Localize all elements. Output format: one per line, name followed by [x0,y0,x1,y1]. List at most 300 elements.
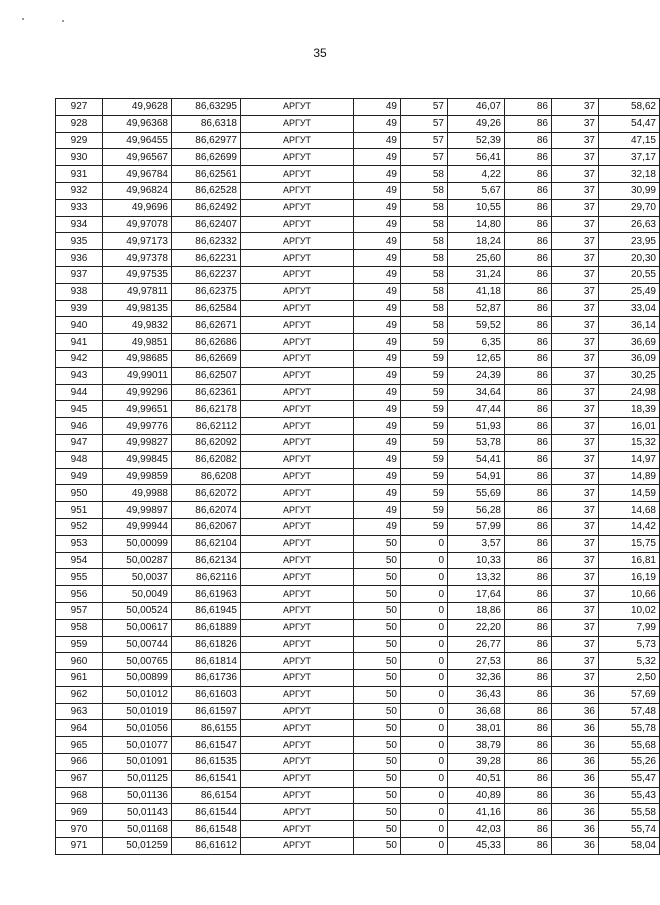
table-row [56,468,660,485]
table-cell: 86,62092 [172,434,241,451]
table-cell: 936 [56,250,103,267]
table-cell: 86,61814 [172,653,241,670]
table-row [56,115,660,132]
table-cell: 49,9851 [103,334,172,351]
table-cell: АРГУТ [241,434,354,451]
table-cell: 945 [56,401,103,418]
table-cell: 58,62 [599,99,660,116]
table-cell: 40,89 [448,787,505,804]
table-cell: 58 [401,182,448,199]
table-row [56,99,660,116]
table-cell: 939 [56,300,103,317]
table-cell: 86 [505,804,552,821]
table-cell: 86,6154 [172,787,241,804]
table-cell: 55,69 [448,485,505,502]
table-cell: АРГУТ [241,451,354,468]
table-cell: 29,70 [599,199,660,216]
table-cell: 86 [505,770,552,787]
table-cell: 14,97 [599,451,660,468]
table-cell: 33,04 [599,300,660,317]
table-cell: 55,78 [599,720,660,737]
table-cell: 50 [354,770,401,787]
table-cell: 49 [354,132,401,149]
table-cell: 50,0037 [103,569,172,586]
table-cell: 967 [56,770,103,787]
table-cell: 86,62686 [172,334,241,351]
table-cell: 31,24 [448,266,505,283]
table-cell: 37 [552,619,599,636]
table-cell: 59 [401,418,448,435]
table-cell: 13,32 [448,569,505,586]
table-row [56,350,660,367]
table-cell: 86,62528 [172,182,241,199]
table-cell: 0 [401,619,448,636]
table-cell: 86 [505,166,552,183]
table-cell: АРГУТ [241,132,354,149]
table-cell: 0 [401,804,448,821]
table-cell: 37 [552,569,599,586]
table-cell: 58 [401,283,448,300]
table-cell: 16,81 [599,552,660,569]
table-cell: 50,01136 [103,787,172,804]
table-cell: 59 [401,451,448,468]
table-cell: 49 [354,502,401,519]
table-cell: 955 [56,569,103,586]
table-cell: 52,39 [448,132,505,149]
table-cell: 50 [354,720,401,737]
table-cell: 7,99 [599,619,660,636]
table-cell: 86 [505,569,552,586]
table-cell: 49 [354,334,401,351]
table-cell: 49 [354,434,401,451]
table-cell: 50 [354,619,401,636]
table-cell: 36 [552,770,599,787]
table-cell: АРГУТ [241,199,354,216]
table-cell: 86 [505,451,552,468]
table-cell: 86,62375 [172,283,241,300]
table-cell: 86,62231 [172,250,241,267]
table-cell: 49 [354,166,401,183]
table-cell: 86 [505,418,552,435]
table-cell: 949 [56,468,103,485]
table-cell: 50,0049 [103,586,172,603]
table-cell: 86,61603 [172,686,241,703]
table-cell: 14,59 [599,485,660,502]
table-cell: 50,00524 [103,602,172,619]
table-cell: 37 [552,216,599,233]
table-cell: 49,99776 [103,418,172,435]
table-cell: 27,53 [448,653,505,670]
table-cell: 50,00765 [103,653,172,670]
table-cell: 37 [552,401,599,418]
table-cell: 37 [552,350,599,367]
table-cell: 86,61826 [172,636,241,653]
table-cell: 41,16 [448,804,505,821]
table-cell: 24,98 [599,384,660,401]
table-cell: 0 [401,686,448,703]
table-cell: 54,91 [448,468,505,485]
table-cell: 49,9988 [103,485,172,502]
table-cell: 5,73 [599,636,660,653]
table-cell: 49,96455 [103,132,172,149]
table-cell: 86 [505,703,552,720]
table-cell: 57 [401,115,448,132]
table-row [56,821,660,838]
table-cell: 49,98135 [103,300,172,317]
table-cell: 49 [354,115,401,132]
table-cell: 50,00744 [103,636,172,653]
table-cell: 964 [56,720,103,737]
table-cell: 86,62507 [172,367,241,384]
table-cell: 86,62332 [172,233,241,250]
table-cell: 966 [56,754,103,771]
table-cell: 25,49 [599,283,660,300]
table-cell: 6,35 [448,334,505,351]
table-cell: 969 [56,804,103,821]
table-cell: 50 [354,653,401,670]
table-cell: АРГУТ [241,569,354,586]
table-cell: 50,01019 [103,703,172,720]
table-row [56,770,660,787]
table-row [56,703,660,720]
table-cell: 957 [56,602,103,619]
table-cell: 17,64 [448,586,505,603]
table-cell: 40,51 [448,770,505,787]
table-cell: 49,97078 [103,216,172,233]
table-cell: 0 [401,670,448,687]
table-cell: 49,96824 [103,182,172,199]
table-cell: 49 [354,317,401,334]
table-cell: 86,61963 [172,586,241,603]
table-cell: 49,99296 [103,384,172,401]
table-cell: 37 [552,384,599,401]
table-row [56,804,660,821]
table-cell: 50,01091 [103,754,172,771]
table-cell: 49,9628 [103,99,172,116]
table-cell: 86 [505,434,552,451]
table-cell: 86,61736 [172,670,241,687]
table-cell: 86,62584 [172,300,241,317]
table-cell: АРГУТ [241,384,354,401]
table-cell: 49 [354,384,401,401]
table-cell: 37 [552,199,599,216]
table-cell: 944 [56,384,103,401]
table-cell: 86,62112 [172,418,241,435]
table-cell: 37 [552,418,599,435]
table-cell: АРГУТ [241,367,354,384]
table-cell: 86,62699 [172,149,241,166]
table-cell: 50,01077 [103,737,172,754]
table-cell: 86,6318 [172,115,241,132]
table-cell: АРГУТ [241,468,354,485]
table-cell: 86 [505,317,552,334]
table-cell: 952 [56,518,103,535]
table-cell: 50,01012 [103,686,172,703]
table-cell: 86,62134 [172,552,241,569]
table-cell: 36,43 [448,686,505,703]
table-cell: 25,60 [448,250,505,267]
table-row [56,535,660,552]
table-cell: 15,75 [599,535,660,552]
table-cell: 37 [552,653,599,670]
table-cell: 49,96567 [103,149,172,166]
table-cell: 86 [505,485,552,502]
table-cell: 32,36 [448,670,505,687]
table-row [56,334,660,351]
table-cell: 86,61597 [172,703,241,720]
table-cell: 928 [56,115,103,132]
table-cell: 36 [552,686,599,703]
table-cell: АРГУТ [241,619,354,636]
table-row [56,619,660,636]
table-cell: 86,6155 [172,720,241,737]
table-cell: 86 [505,401,552,418]
table-cell: 86 [505,636,552,653]
table-cell: 37 [552,250,599,267]
table-cell: 37 [552,115,599,132]
table-row [56,636,660,653]
table-cell: 55,74 [599,821,660,838]
table-cell: АРГУТ [241,703,354,720]
page-number: 35 [313,46,327,60]
table-cell: 14,80 [448,216,505,233]
table-row [56,686,660,703]
table-cell: 57 [401,99,448,116]
table-cell: 86 [505,115,552,132]
table-cell: АРГУТ [241,216,354,233]
table-cell: 943 [56,367,103,384]
table-cell: 37 [552,367,599,384]
table-cell: 14,89 [599,468,660,485]
table-cell: АРГУТ [241,552,354,569]
table-cell: 0 [401,703,448,720]
table-cell: 56,41 [448,149,505,166]
table-cell: 50 [354,552,401,569]
table-cell: 49 [354,216,401,233]
table-cell: АРГУТ [241,804,354,821]
table-cell: 55,58 [599,804,660,821]
table-cell: 958 [56,619,103,636]
table-cell: 37 [552,334,599,351]
table-cell: АРГУТ [241,720,354,737]
table-cell: 86,62178 [172,401,241,418]
table-cell: 3,57 [448,535,505,552]
table-row [56,367,660,384]
table-cell: 55,26 [599,754,660,771]
table-cell: 86 [505,216,552,233]
table-cell: 20,30 [599,250,660,267]
table-cell: АРГУТ [241,283,354,300]
table-cell: 30,25 [599,367,660,384]
table-cell: 50 [354,636,401,653]
table-cell: 26,63 [599,216,660,233]
table-cell: 941 [56,334,103,351]
table-cell: 50 [354,821,401,838]
table-cell: 86,61547 [172,737,241,754]
table-cell: АРГУТ [241,737,354,754]
table-cell: 59 [401,502,448,519]
table-cell: 86 [505,266,552,283]
table-cell: АРГУТ [241,418,354,435]
table-cell: 37 [552,552,599,569]
table-cell: АРГУТ [241,535,354,552]
table-cell: АРГУТ [241,653,354,670]
table-cell: 86,62977 [172,132,241,149]
table-cell: 961 [56,670,103,687]
table-cell: АРГУТ [241,115,354,132]
table-cell: 50 [354,838,401,855]
table-cell: 86,61889 [172,619,241,636]
table-cell: 49 [354,283,401,300]
table-cell: 50,01125 [103,770,172,787]
table-cell: 86,6208 [172,468,241,485]
table-cell: 86,62082 [172,451,241,468]
table-cell: 49 [354,250,401,267]
table-cell: 49 [354,350,401,367]
table-cell: 938 [56,283,103,300]
table-cell: 963 [56,703,103,720]
table-cell: 36 [552,821,599,838]
table-cell: 932 [56,182,103,199]
table-cell: АРГУТ [241,317,354,334]
table-row [56,434,660,451]
table-cell: 50,01259 [103,838,172,855]
table-cell: 0 [401,720,448,737]
table-cell: 49,99011 [103,367,172,384]
table-cell: 42,03 [448,821,505,838]
table-cell: 37 [552,485,599,502]
table-cell: 36 [552,737,599,754]
table-row [56,518,660,535]
table-cell: 37 [552,502,599,519]
table-cell: 36 [552,720,599,737]
table-cell: 57 [401,149,448,166]
table-cell: 14,42 [599,518,660,535]
table-cell: 49 [354,468,401,485]
table-row [56,602,660,619]
table-cell: 49,97378 [103,250,172,267]
table-cell: 37 [552,586,599,603]
table-row [56,451,660,468]
table-cell: 0 [401,586,448,603]
table-cell: 86,62072 [172,485,241,502]
scan-speck [62,20,64,22]
table-cell: 57,99 [448,518,505,535]
table-cell: 10,66 [599,586,660,603]
table-cell: 50 [354,787,401,804]
table-cell: АРГУТ [241,686,354,703]
table-cell: 49 [354,367,401,384]
table-cell: 37 [552,166,599,183]
table-cell: 49,99897 [103,502,172,519]
table-cell: 53,78 [448,434,505,451]
table-cell: 49,97535 [103,266,172,283]
table-cell: АРГУТ [241,99,354,116]
table-cell: 18,24 [448,233,505,250]
table-cell: 36,68 [448,703,505,720]
table-cell: 970 [56,821,103,838]
table-cell: 22,20 [448,619,505,636]
table-cell: 86 [505,334,552,351]
table-cell: 37 [552,451,599,468]
table-cell: 55,47 [599,770,660,787]
table-cell: 32,18 [599,166,660,183]
table-cell: 951 [56,502,103,519]
table-cell: 86 [505,602,552,619]
table-cell: 49,96784 [103,166,172,183]
table-cell: 86,62104 [172,535,241,552]
table-row [56,199,660,216]
table-row [56,132,660,149]
table-cell: 0 [401,602,448,619]
table-row [56,670,660,687]
table-cell: 49,97173 [103,233,172,250]
table-cell: АРГУТ [241,518,354,535]
table-cell: 86 [505,518,552,535]
table-cell: 58 [401,216,448,233]
table-cell: 49 [354,485,401,502]
table-cell: 14,68 [599,502,660,519]
table-row [56,552,660,569]
table-cell: 929 [56,132,103,149]
table-cell: АРГУТ [241,149,354,166]
table-cell: 49 [354,149,401,166]
table-cell: 36,14 [599,317,660,334]
table-cell: 57,69 [599,686,660,703]
table-cell: АРГУТ [241,300,354,317]
table-cell: 954 [56,552,103,569]
table-cell: 0 [401,737,448,754]
table-cell: АРГУТ [241,166,354,183]
table-cell: АРГУТ [241,670,354,687]
table-cell: 86 [505,468,552,485]
table-cell: 37 [552,535,599,552]
table-cell: 86,61612 [172,838,241,855]
table-cell: АРГУТ [241,233,354,250]
table-cell: АРГУТ [241,770,354,787]
table-cell: 46,07 [448,99,505,116]
table-cell: 937 [56,266,103,283]
table-cell: 86 [505,737,552,754]
table-cell: 59 [401,367,448,384]
table-cell: 86 [505,619,552,636]
table-cell: 948 [56,451,103,468]
table-cell: 86,61535 [172,754,241,771]
table-cell: 49 [354,451,401,468]
table-cell: 934 [56,216,103,233]
table-cell: 59 [401,401,448,418]
table-cell: 45,33 [448,838,505,855]
table-cell: 49 [354,99,401,116]
table-cell: 86 [505,787,552,804]
table-cell: АРГУТ [241,182,354,199]
table-row [56,166,660,183]
table-cell: 86,62074 [172,502,241,519]
table-cell: 50,01168 [103,821,172,838]
table-cell: 49 [354,300,401,317]
table-cell: 56,28 [448,502,505,519]
table-cell: 49 [354,401,401,418]
table-cell: 12,65 [448,350,505,367]
table-cell: 960 [56,653,103,670]
table-cell: 86,62237 [172,266,241,283]
table-cell: 0 [401,787,448,804]
table-cell: 37 [552,266,599,283]
table-cell: 37 [552,434,599,451]
table-cell: 59,52 [448,317,505,334]
table-cell: АРГУТ [241,250,354,267]
table-cell: 933 [56,199,103,216]
